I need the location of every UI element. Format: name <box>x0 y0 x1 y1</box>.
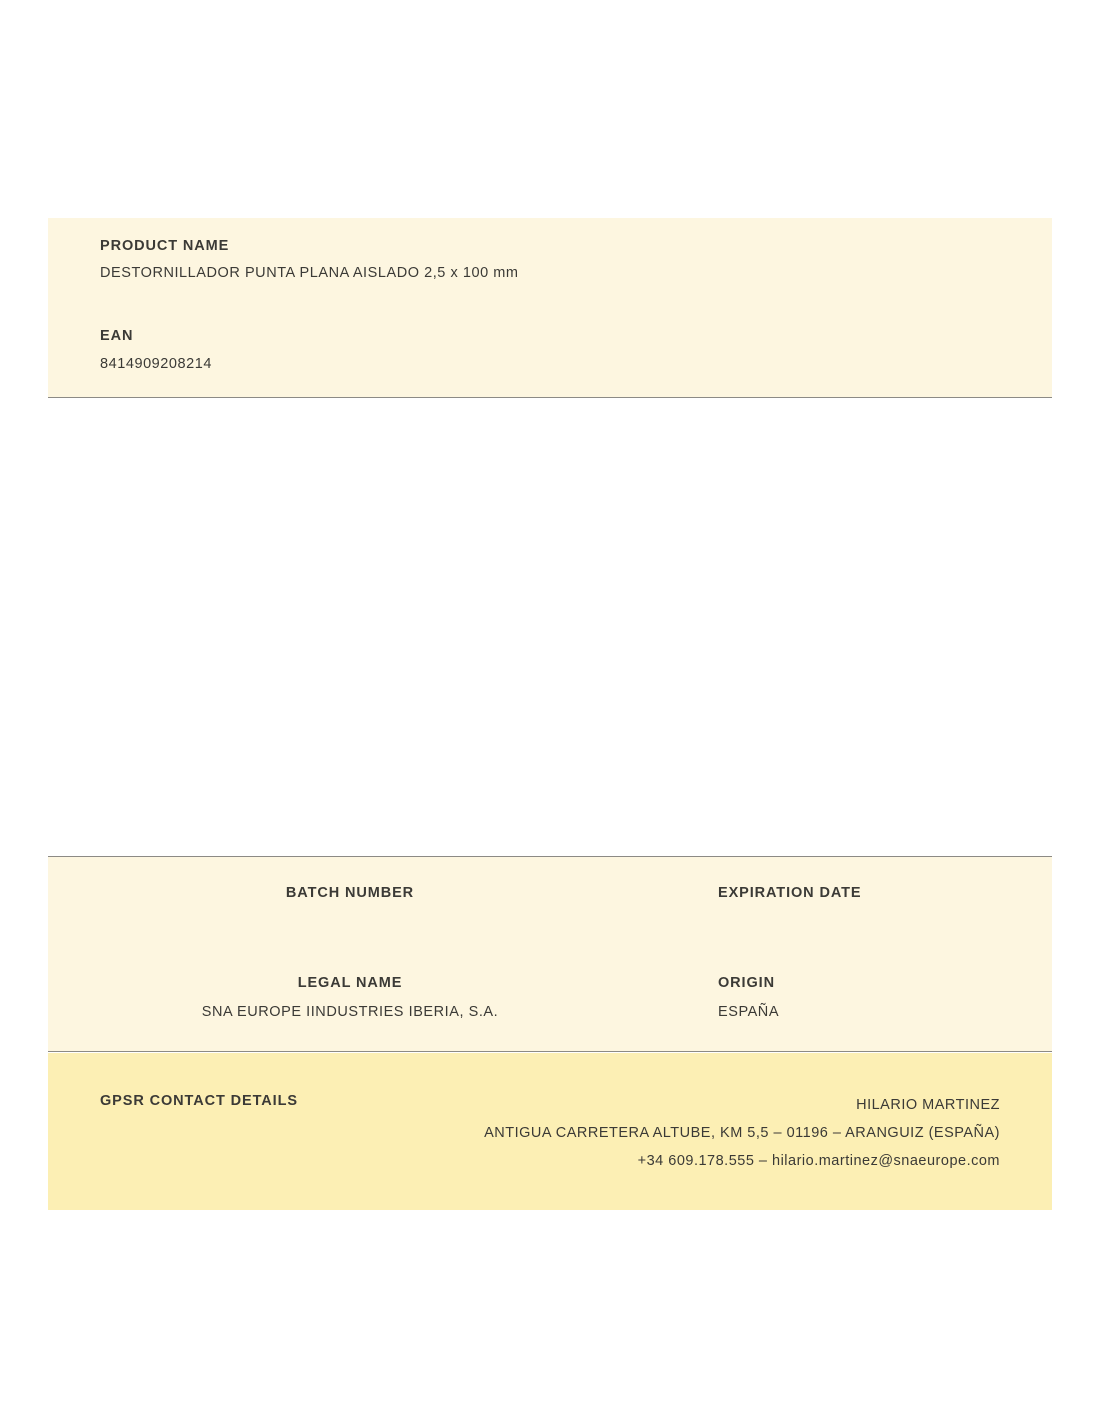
batch-legal-block <box>48 856 1052 1052</box>
legal-name-value: SNA EUROPE IINDUSTRIES IBERIA, S.A. <box>201 1004 499 1020</box>
ean-label: EAN <box>100 328 134 344</box>
ean-value: 8414909208214 <box>100 356 212 372</box>
gpsr-contact-label: GPSR CONTACT DETAILS <box>100 1093 298 1109</box>
product-info-block <box>48 218 1052 398</box>
gpsr-contact-details <box>484 1091 1000 1175</box>
batch-number-label: BATCH NUMBER <box>285 885 415 901</box>
product-name-value: DESTORNILLADOR PUNTA PLANA AISLADO 2,5 x 100 mm <box>100 265 519 281</box>
legal-name-label: LEGAL NAME <box>297 975 403 991</box>
origin-label: ORIGIN <box>718 975 775 991</box>
product-name-label: PRODUCT NAME <box>100 238 230 254</box>
gpsr-contact-name: HILARIO MARTINEZ <box>856 1097 1000 1113</box>
gpsr-contact-address: ANTIGUA CARRETERA ALTUBE, KM 5,5 – 01196 – ARANGUIZ (ESPAÑA) <box>484 1125 1000 1141</box>
gpsr-contact-block <box>48 1053 1052 1210</box>
expiration-date-label: EXPIRATION DATE <box>718 885 862 901</box>
origin-value: ESPAÑA <box>718 1004 780 1020</box>
gpsr-contact-phone-email: +34 609.178.555 – hilario.martinez@snaeurope.com <box>637 1153 1000 1169</box>
